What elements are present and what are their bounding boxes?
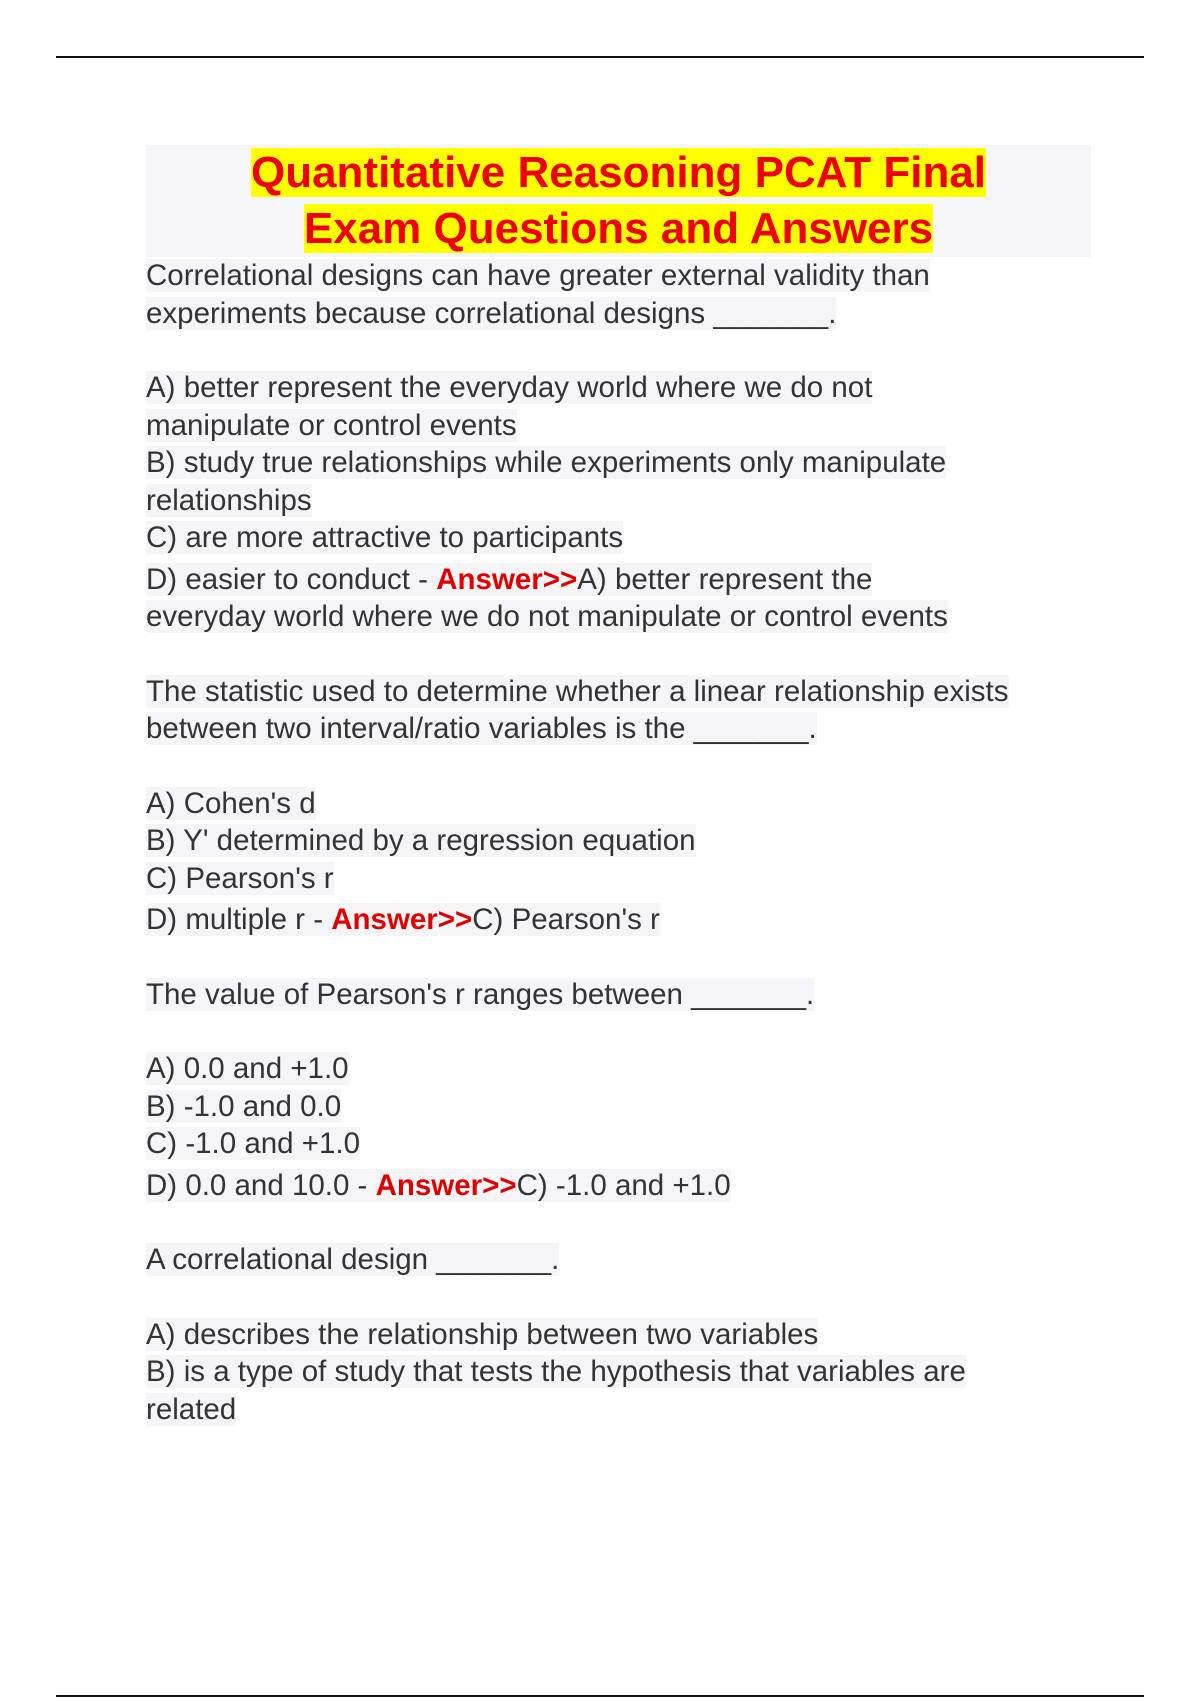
option-d: D) easier to conduct - [146,562,437,596]
option-b-cont: related [146,1392,237,1426]
option-a: A) describes the relationship between two variables [146,1317,819,1351]
option-d: D) 0.0 and 10.0 - [146,1168,376,1202]
option-b-cont: relationships [146,483,312,517]
option-b: B) -1.0 and 0.0 [146,1089,342,1123]
option-a: A) better represent the everyday world where we do not [146,371,873,404]
document-title [146,145,1091,257]
answer-text: A) better represent the [577,562,873,596]
answer-text: C) Pearson's r [472,903,660,936]
answer-text: C) -1.0 and +1.0 [516,1168,731,1202]
question-stem: experiments because correlational designs _______. [146,296,837,330]
option-c: C) are more attractive to participants [146,521,624,554]
document-content [146,145,1091,1428]
option-c: C) -1.0 and +1.0 [146,1127,361,1160]
question-2 [146,673,1091,939]
question-stem: A correlational design _______. [146,1243,560,1276]
question-1 [146,257,1091,636]
question-stem: The statistic used to determine whether a linear relationship exists [146,674,1009,708]
option-a: A) 0.0 and +1.0 [146,1052,349,1085]
option-c: C) Pearson's r [146,861,334,895]
answer-marker: Answer>> [331,903,473,936]
question-4 [146,1241,1091,1428]
option-d: D) multiple r - [146,903,332,936]
question-stem: Correlational designs can have greater external validity than [146,259,930,292]
option-a: A) Cohen's d [146,786,316,820]
option-b: B) study true relationships while experiments only manipulate [146,446,947,479]
answer-marker: Answer>> [436,562,578,596]
question-stem: between two interval/ratio variables is the _______. [146,712,817,745]
answer-marker: Answer>> [375,1168,517,1202]
bottom-rule [56,1695,1144,1697]
option-a-cont: manipulate or control events [146,408,517,442]
question-3 [146,976,1091,1205]
answer-text-cont: everyday world where we do not manipulate or control events [146,600,948,633]
top-rule [56,56,1144,58]
title-line-2: Exam Questions and Answers [303,204,934,253]
title-line-1: Quantitative Reasoning PCAT Final [250,148,987,197]
option-b: B) is a type of study that tests the hypothesis that variables are [146,1355,966,1388]
option-b: B) Y' determined by a regression equation [146,824,696,857]
question-stem: The value of Pearson's r ranges between _______. [146,977,815,1011]
